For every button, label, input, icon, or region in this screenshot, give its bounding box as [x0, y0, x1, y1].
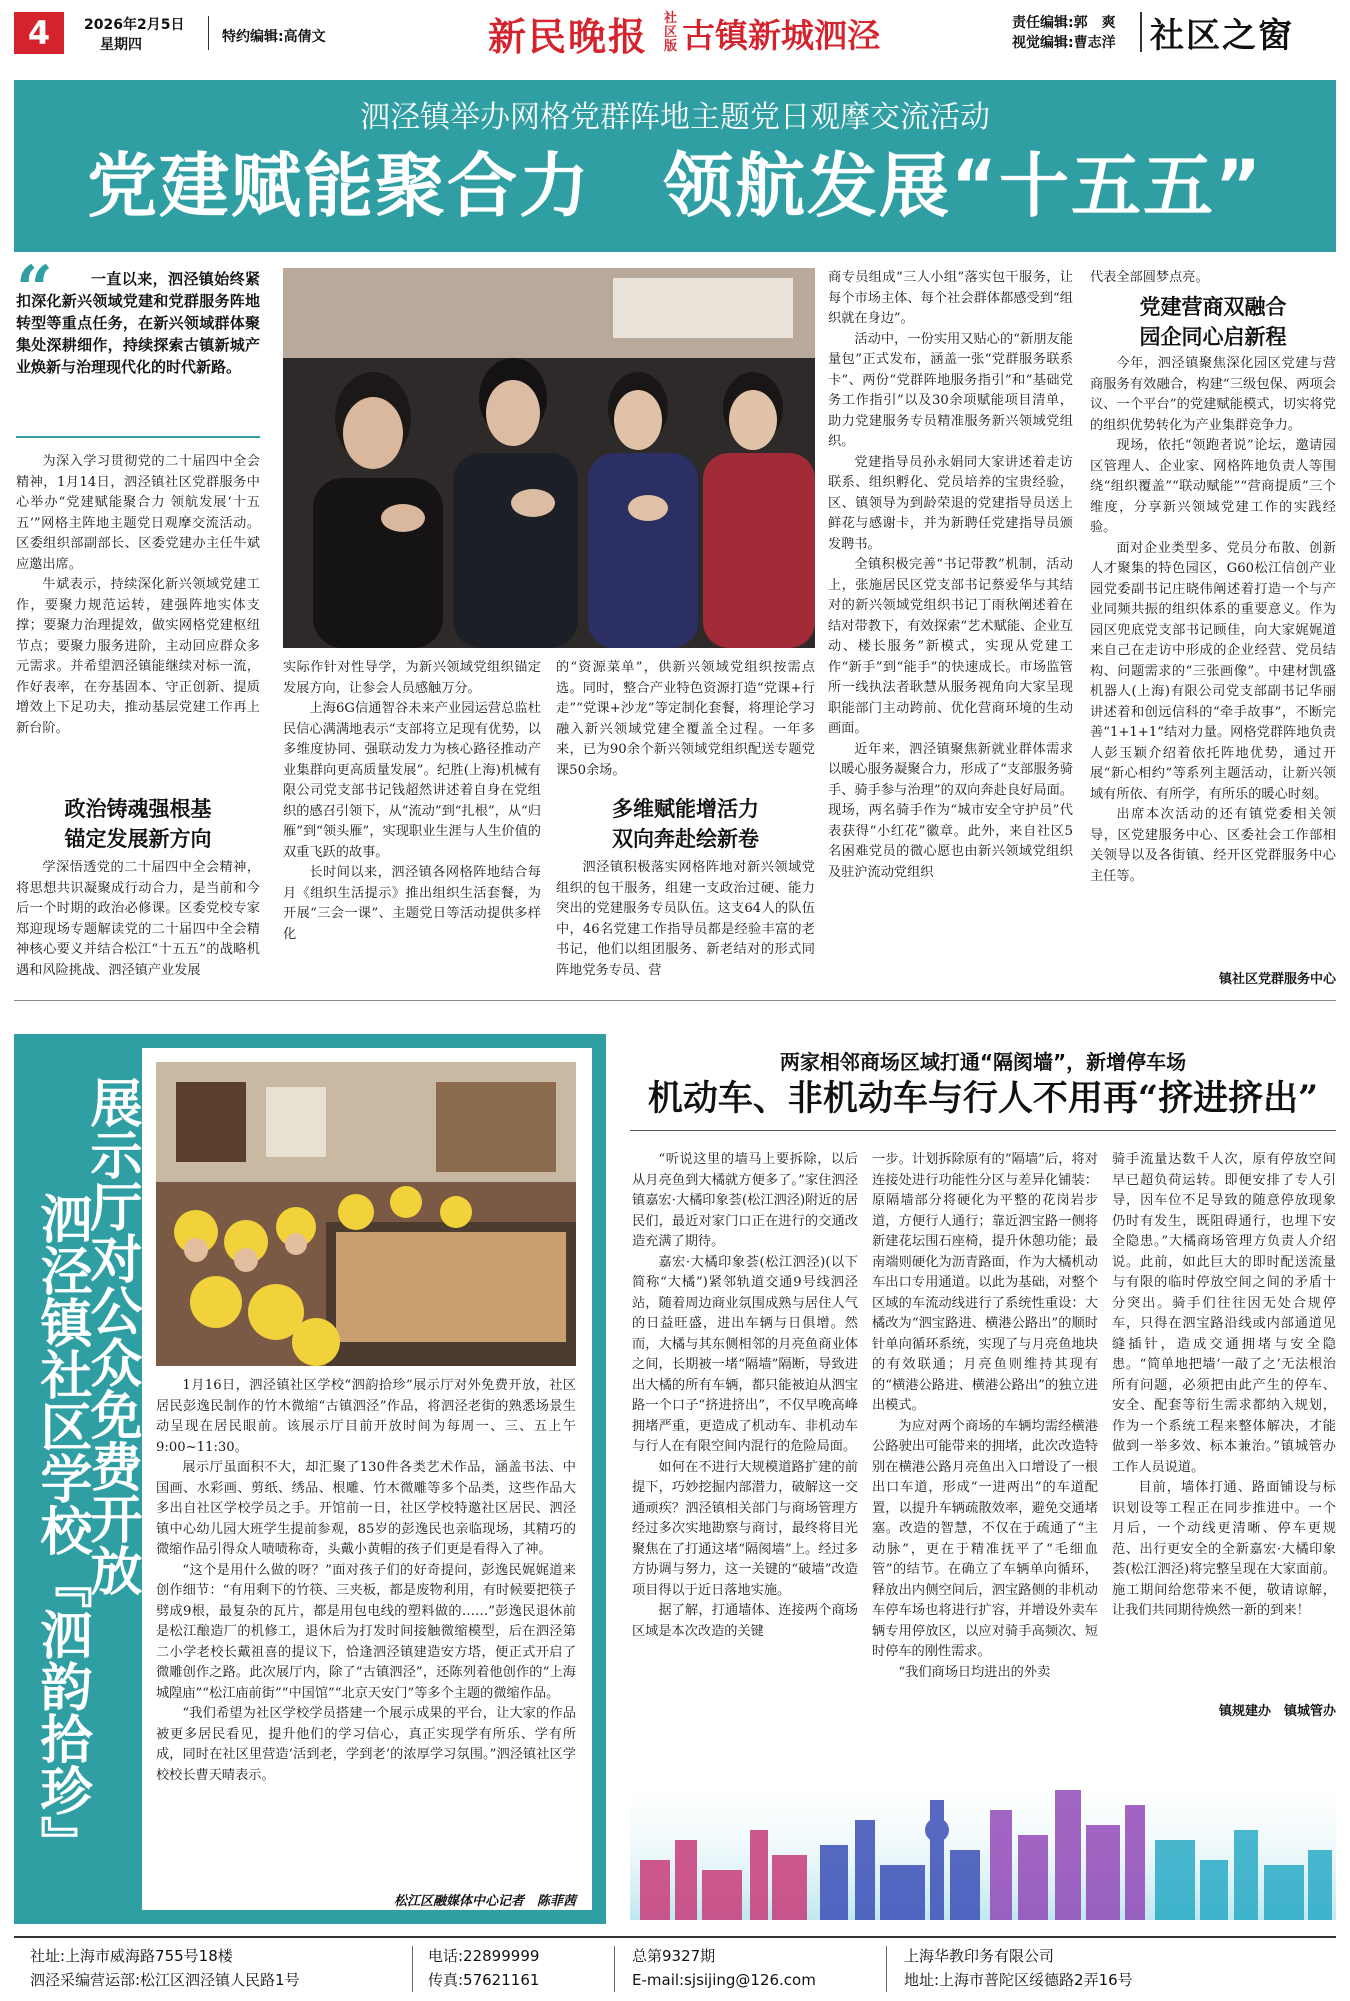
footer-divider: [614, 1946, 615, 1992]
subhead-line: 多维赋能增活力: [612, 797, 759, 821]
footer-printer-address: 地址:上海市普陀区绥德路2弄16号: [904, 1971, 1133, 1989]
paragraph: 牛斌表示，持续深化新兴领域党建工作，要聚力规范运转，建强阵地实体支撑；要聚力治理提效，做实网格党建枢纽节点；要聚力服务进阶，主动回应群众多元需求。并希望泗泾镇能继续对标一流，作好表率，在夯基固本、守正创新、提质增效上下足功夫，推动基层党建工作再上新台阶。: [16, 577, 260, 736]
issue-weekday: 星期四: [100, 37, 142, 53]
page-header: [0, 0, 1350, 58]
article1-kicker: 泗泾镇举办网格党群阵地主题党日观摩交流活动: [360, 100, 990, 135]
article1-lead-text: 一直以来，泗泾镇始终紧扣深化新兴领域党建和党群服务阵地转型等重点任务，在新兴领域群体聚集处深耕细作，持续探索古镇新城产业焕新与治理现代化的时代新路。: [16, 270, 260, 376]
article1-byline: 镇社区党群服务中心: [1218, 972, 1336, 987]
article1-col5b: [1090, 354, 1336, 966]
paragraph: 近年来，泗泾镇聚焦新就业群体需求以暖心服务凝聚合力，形成了“支部服务骑手、骑手参与治理”的双向奔赴良好局面。现场，两名骑手作为“城市安全守护员”代表获得“小红花”徽章。此外，来自社区5名困难党员的微心愿也由新兴领域党组织及驻沪流动党组织: [828, 741, 1073, 880]
footer-contact: [428, 1944, 608, 1992]
paragraph: 为应对两个商场的车辆均需经横港公路驶出可能带来的拥堵，此次改造特别在横港公路月亮鱼出入口增设了一根出口车道，形成“一进两出”的车道配置，以提升车辆疏散效率，避免交通堵塞。改造的智慧，不仅在于疏通了“主动脉”，更在于精准抚平了“毛细血管”的结节。在确立了车辆单向循环，释放出内侧空间后，泗宝路侧的非机动车停车场也将进行扩容，并增设外卖车辆专用停放区，以应对骑手高频次、短时停车的刚性需求。: [872, 1418, 1098, 1659]
paragraph: 嘉宏·大橘印象荟(松江泗泾)(以下简称“大橘”)紧邻轨道交通9号线泗泾站，随着周边商业氛围成熟与居住人气的日益旺盛，进出车辆与日俱增。然而，大橘与其东侧相邻的月亮鱼商业体之间，长期被一堵“隔墙”隔断，导致进出大橘的所有车辆，都只能被迫从泗宝路一个口子“挤进挤出”，不仅早晚高峰拥堵严重，更造成了机动车、非机动车与行人在有限空间内混行的危险局面。: [632, 1254, 858, 1454]
footer-email: E-mail:sjsijing@126.com: [632, 1971, 816, 1989]
paragraph: “听说这里的墙马上要拆除，以后从月亮鱼到大橘就方便多了。”家住泗泾镇嘉宏·大橘印象荟(松江泗泾)附近的居民们，最近对家门口正在进行的交通改造充满了期待。: [632, 1152, 858, 1249]
article1-col2: [283, 658, 541, 988]
paragraph: 代表全部圆梦点亮。: [1090, 270, 1209, 285]
footer-address: [30, 1944, 410, 1992]
paragraph: 泗泾镇积极落实网格阵地对新兴领域党组织的包干服务，组建一支政治过硬、能力突出的党建服务专员队伍。这支64人的队伍中，46名党建工作指导员都是经验丰富的老书记，他们以组团服务、新老结对的形式同阵地党务专员、营: [556, 860, 815, 978]
paragraph: 的“资源菜单”，供新兴领域党组织按需点选。同时，整合产业特色资源打造“党课+行走”“党课+沙龙”等定制化套餐，将理论学习融入新兴领域党建全覆盖全过程。一年多来，已为90余个新兴领域党组织配送专题党课50余场。: [556, 660, 815, 778]
paragraph: “这个是用什么做的呀？”面对孩子们的好奇提问，彭逸民娓娓道来创作细节：“有用剩下的竹筷、三夹板，都是废物利用，有时候要把筷子劈成9根，最复杂的瓦片，都是用包电线的塑料做的……”彭逸民退休前是松江酿造厂的机修工，退休后为打发时间接触微缩模型，后在泗泾第二小学老校长戴祖喜的提议下，恰逢泗泾镇建造安方塔，便正式开启了微雕创作之路。此次展厅内，除了“古镇泗泾”，还陈列着他创作的“上海城隍庙”“松江庙前街”“中国馆”“北京天安门”等多个主题的微缩作品。: [156, 1562, 576, 1701]
article1-col5: [1090, 268, 1336, 292]
article2-headline-col2: 泗泾镇社区学校『泗韵拾珍』: [31, 1192, 92, 1868]
page-number: 4: [14, 12, 64, 54]
article3-rule: [630, 1130, 1336, 1131]
footer-fax: 传真:57621161: [428, 1971, 540, 1989]
footer-issue: [632, 1944, 882, 1992]
paragraph: 实际作针对性导学，为新兴领域党组织锚定发展方向，让参会人员感触万分。: [283, 660, 541, 696]
article1-headline: 党建赋能聚合力 领航发展“十五五”: [86, 145, 1263, 227]
masthead: 新民晚报: [488, 14, 649, 59]
skyline-illustration: [630, 1770, 1336, 1920]
paragraph: 学深悟透党的二十届四中全会精神，将思想共识凝聚成行动合力，是当前和今后一个时期的政治必修课。区委党校专家郑迎现场专题解读党的二十届四中全会精神核心要义并结合松江“十五五”的战略机遇和风险挑战、泗泾镇产业发展: [16, 860, 260, 978]
article2-photo: [156, 1062, 576, 1366]
paragraph: 党建指导员孙永娟同大家讲述着走访联系、组织孵化、党员培养的宝贵经验，区、镇领导为到龄荣退的党建指导员送上鲜花与感谢卡，并为新聘任党建指导员颁发聘书。: [828, 454, 1073, 552]
paragraph: 长时间以来，泗泾镇各网格阵地结合每月《组织生活提示》推出组织生活套餐，为开展“三会一课”、主题党日等活动提供多样化: [283, 865, 541, 942]
paragraph: 活动中，一份实用又贴心的“新朋友能量包”正式发布，涵盖一张“党群服务联系卡”、两份“党群阵地服务指引”和“基础党务工作指引”以及30余项赋能项目清单，助力党建服务专员精准服务新兴领域党组织。: [828, 331, 1073, 449]
article2-headline-col1: 展示厅对公众免费开放: [81, 1076, 142, 1596]
section-title: 社区之窗: [1150, 16, 1294, 56]
paragraph: 为深入学习贯彻党的二十届四中全会精神，1月14日，泗泾镇社区党群服务中心举办“党建赋能聚合力 领航发展‘十五五’”网格主阵地主题党日观摩交流活动。区委组织部副部长、区委党建办主任牛斌应邀出席。: [16, 454, 260, 572]
article1-col3: [556, 658, 815, 782]
paragraph: 今年，泗泾镇聚焦深化园区党建与营商服务有效融合，构建“三级包保、两项会议、一个平台”的党建赋能模式，切实将党的组织优势转化为产业集群竞争力。: [1090, 356, 1336, 433]
article1-col1: [16, 452, 260, 790]
article1-col3b: [556, 858, 815, 988]
duty-editor: 责任编辑:郭 爽: [1012, 15, 1116, 31]
visual-editor: 视觉编辑:曹志洋: [1012, 35, 1116, 51]
article3-kicker: 两家相邻商场区域打通“隔阂墙”，新增停车场: [779, 1050, 1187, 1074]
paragraph: “我们商场日均进出的外卖: [898, 1664, 1051, 1680]
article1-subhead-2: [556, 794, 815, 854]
paragraph: 全镇积极完善“书记带教”机制，活动上，张施居民区党支部书记蔡爱华与其结对的新兴领域党组织书记丁雨秋阐述着在结对带教下，有效探索“艺术赋能、企业互动、楼长服务”新模式，实现从党建工作“新手”到“能手”的快速成长。市场监管所一线执法者耿慧从服务视角向大家呈现职能部门主动跨前、优化营商环境的生动画面。: [828, 557, 1073, 736]
subhead-line: 锚定发展新方向: [64, 827, 212, 851]
paragraph: 据了解，打通墙体、连接两个商场区域是本次改造的关键: [632, 1603, 858, 1639]
paragraph: 商专员组成“三人小组”落实包干服务，让每个市场主体、每个社会群体都感受到“组织就在身边”。: [828, 270, 1073, 326]
special-editor: 特约编辑:高倩文: [222, 29, 326, 45]
header-divider-2: [1140, 12, 1142, 52]
article1-col1b: [16, 858, 260, 988]
article1-col4: [828, 268, 1073, 988]
article3-headline: 机动车、非机动车与行人不用再“挤进挤出”: [647, 1078, 1319, 1119]
article3-col2: [872, 1150, 1098, 1764]
paragraph: 如何在不进行大规模道路扩建的前提下，巧妙挖掘内部潜力，破解这一交通顽疾？泗泾镇相关部门与商场管理方经过多次实地勘察与商讨，最终将目光聚焦在了打通这堵“隔阂墙”上。经过多方协调与努力，这一关键的“破墙”改造项目得以于近日落地实施。: [632, 1459, 858, 1598]
paragraph: 1月16日，泗泾镇社区学校“泗韵拾珍”展示厅对外免费开放，社区居民彭逸民制作的竹木微缩“古镇泗泾”作品，将泗泾老街的熟悉场景生动呈现在居民眼前。该展示厅目前开放时间为每周一、三、五上午9:00~11:30。: [156, 1378, 576, 1455]
footer-phone: 电话:22899999: [428, 1947, 540, 1965]
article3-byline: 镇规建办 镇城管办: [1218, 1704, 1336, 1719]
edition-name: 古镇新城泗泾: [682, 16, 880, 55]
article3-col3: [1112, 1150, 1336, 1690]
paragraph: “我们希望为社区学校学员搭建一个展示成果的平台，让大家的作品被更多居民看见，提升他们的学习信心，真正实现学有所乐、学有所成，同时在社区里营造‘活到老，学到老’的浓厚学习氛围。”泗泾镇社区学校校长曹天晴表示。: [156, 1706, 576, 1783]
footer-rule: [14, 1936, 1336, 1938]
article2-byline: 松江区融媒体中心记者 陈菲茜: [393, 1894, 576, 1909]
meeting-photo-illustration: [283, 268, 815, 648]
article1-banner: [14, 80, 1336, 252]
subhead-line: 双向奔赴绘新卷: [612, 827, 759, 851]
paragraph: 上海6G信通智谷未来产业园运营总监杜民信心满满地表示“支部将立足现有优势，以多维度协同、强联动发力为核心路径推动产业集群向更高质量发展”。纪胜(上海)机械有限公司党支部书记钱超然讲述着自身在党组织的感召引领下，从“流动”到“扎根”，从“归雁”到“领头雁”，实现职业生涯与人生价值的双重飞跃的故事。: [283, 701, 541, 860]
paragraph: 展示厅虽面积不大，却汇聚了130件各类艺术作品，涵盖书法、中国画、水彩画、剪纸、绣品、根雕、竹木微雕等多个品类，这些作品大多出自社区学校学员之手。开馆前一日，社区学校特邀社区居民、泗泾镇中心幼儿园大班学生提前参观，85岁的彭逸民也亲临现场，其精巧的微缩作品引得众人啧啧称奇，头戴小黄帽的孩子们更是看得入了神。: [156, 1460, 576, 1557]
edition-label: 社区版: [664, 11, 678, 54]
exhibition-photo-illustration: [156, 1062, 576, 1366]
section-divider: [14, 1000, 1336, 1001]
footer-divider: [886, 1946, 887, 1992]
header-divider: [208, 16, 209, 50]
footer-divider: [412, 1946, 413, 1992]
footer-address-line: 泗泾采编营运部:松江区泗泾镇人民路1号: [30, 1971, 300, 1989]
footer-printer-name: 上海华教印务有限公司: [904, 1947, 1055, 1965]
footer-address-line: 社址:上海市威海路755号18楼: [30, 1947, 233, 1965]
quote-mark-icon: “: [16, 252, 53, 327]
paragraph: 目前，墙体打通、路面铺设与标识划设等工程正在同步推进中。一个月后，一个动线更清晰、停车更规范、出行更安全的全新嘉宏·大橘印象荟(松江泗泾)将完整呈现在大家面前。施工期间给您带来不便，敬请谅解，让我们共同期待焕然一新的到来！: [1112, 1480, 1336, 1618]
article3-col1: [632, 1150, 858, 1764]
paragraph: 出席本次活动的还有镇党委相关领导，区党建服务中心、区委社会工作部相关领导以及各街镇、经开区党群服务中心主任等。: [1090, 807, 1336, 884]
article1-lead: [16, 252, 260, 428]
paragraph: 现场，依托“领跑者说”论坛，邀请园区管理人、企业家、网格阵地负责人等围绕“组织覆盖”“联动赋能”“营商提质”三个维度，分享新兴领域党建工作的实践经验。: [1090, 438, 1336, 535]
subhead-line: 园企同心启新程: [1139, 325, 1287, 349]
city-skyline-icon: [630, 1770, 1336, 1920]
issue-date: 2026年2月5日: [84, 17, 185, 33]
paragraph: 骑手流量达数千人次，原有停放空间早已超负荷运转。即便安排了专人引导，因车位不足导致的随意停放现象仍时有发生，既阻碍通行，也埋下安全隐患。”大橘商场管理方负责人介绍说。此前，如此巨大的即时配送流量与有限的临时停放空间之间的矛盾十分突出。骑手们往往因无处合规停车，只得在泗宝路沿线或内部通道见缝插针，造成交通拥堵与安全隐患。“简单地把墙‘一敲了之’无法根治所有问题，必须把由此产生的停车、安全、配套等衍生需求都纳入规划，作为一个系统工程来整体解决，才能做到一举多效、标本兼治。”镇城管办工作人员说道。: [1112, 1152, 1336, 1475]
subhead-line: 政治铸魂强根基: [64, 797, 212, 821]
article2-body: [156, 1376, 576, 1888]
article1-photo: [283, 268, 815, 648]
subhead-line: 党建营商双融合: [1139, 295, 1287, 319]
lead-divider: [16, 436, 260, 438]
article1-subhead-3: [1090, 292, 1336, 352]
footer-printer: [904, 1944, 1324, 1992]
paragraph: 面对企业类型多、党员分布散、创新人才聚集的特色园区，G60松江信创产业园党委副书记庄晓伟阐述着打造一个与产业同频共振的组织体系的重要意义。作为园区兜底党支部书记顾佳，向大家娓娓道来自己在走访中形成的企业经营、党员结构、问题需求的“三张画像”。中建材凯盛机器人(上海)有限公司党支部副书记华丽讲述着和创远信科的“牵手故事”，不断完善“1+1+1”结对力量。网格党群阵地负责人彭玉颖介绍着依托阵地优势，通过开展“新心相约”等系列主题活动，让新兴领域有所依、有所学，有所乐的暖心时刻。: [1090, 540, 1336, 802]
footer-issue-number: 总第9327期: [632, 1947, 716, 1965]
paragraph: 一步。计划拆除原有的“隔墙”后，将对连接处进行功能性分区与差异化铺装：原隔墙部分将硬化为平整的花岗岩步道，方便行人通行；靠近泗宝路一侧将新建花坛围石座椅，提升休憩功能；最南端则硬化为沥青路面，作为大橘机动车出口专用通道。以此为基础，对整个区域的车流动线进行了系统性重设：大橘改为“泗宝路进、横港公路出”的顺时针单向循环系统，实现了与月亮鱼地块的有效联通；月亮鱼则维持其现有的“横港公路进、横港公路出”的独立进出模式。: [872, 1152, 1098, 1413]
article1-subhead-1: [16, 794, 260, 854]
